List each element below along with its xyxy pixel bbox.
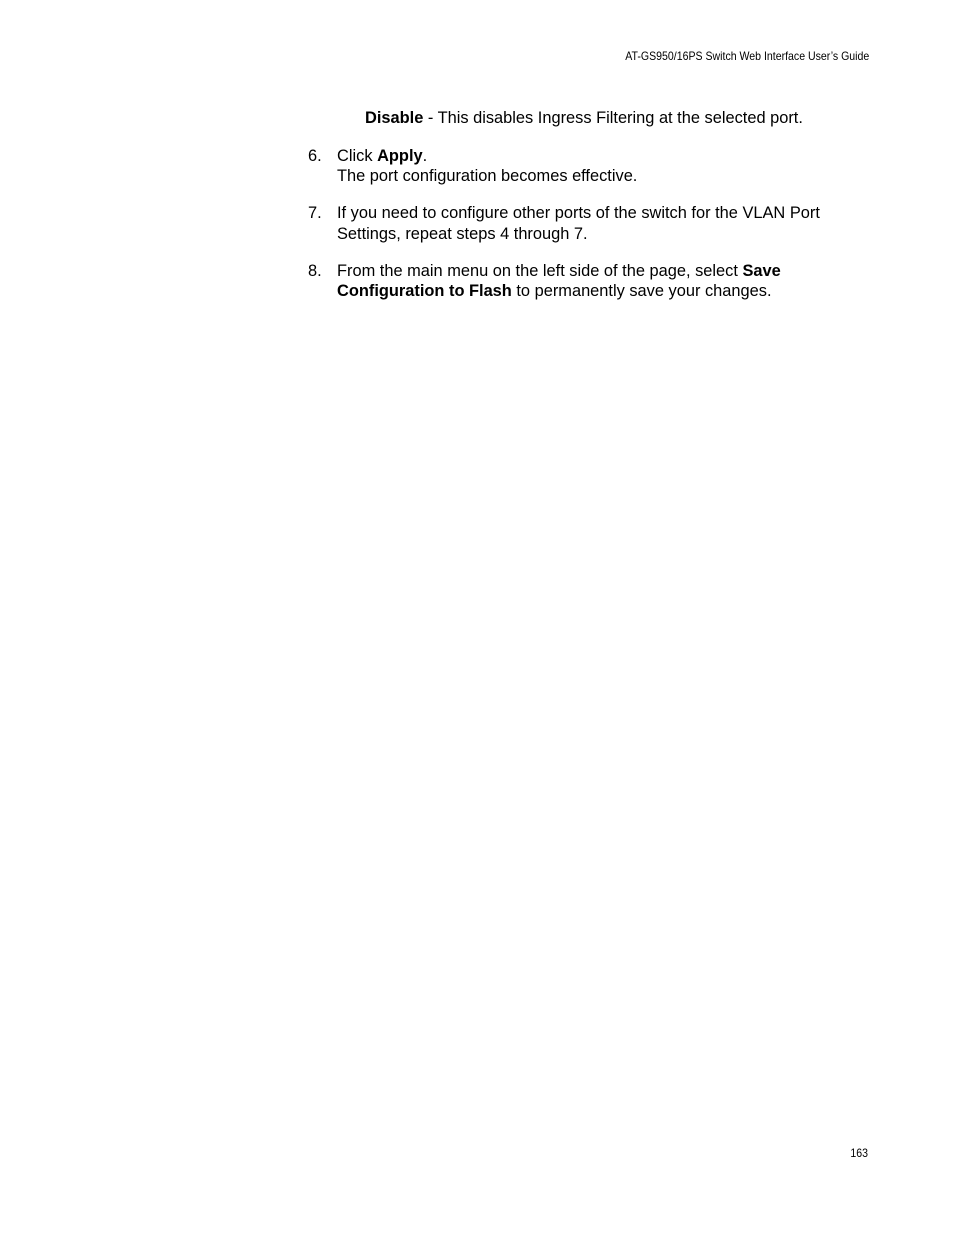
step-number: 6. [308,147,322,165]
page-number: 163 [850,1146,868,1160]
disable-option [365,108,803,128]
step-line [337,281,858,301]
disable-term: Disable [365,109,424,127]
step-line [337,261,858,281]
step-number: 7. [308,204,322,222]
step-text: . [422,147,428,165]
step-line: The port configuration becomes effective. [337,167,638,185]
running-header: AT-GS950/16PS Switch Web Interface User’s Guide [625,49,869,63]
configuration-to-flash-term: Configuration to Flash [337,282,512,300]
disable-description: - This disables Ingress Filtering at the selected port. [423,109,803,127]
step-body [337,261,858,301]
step-line [337,146,858,166]
step-body [337,146,858,186]
save-term: Save [742,262,781,280]
step-number: 8. [308,262,322,280]
step-6 [308,146,858,186]
step-8 [308,261,858,301]
apply-term: Apply [377,147,423,165]
step-line: If you need to configure other ports of the switch for the VLAN Port [337,204,820,222]
step-line: Settings, repeat steps 4 through 7. [337,225,588,243]
step-body [337,203,858,244]
step-7 [308,203,858,244]
step-text: From the main menu on the left side of the page, select [337,262,743,280]
step-text: Click [337,147,378,165]
step-text: to permanently save your changes. [511,282,772,300]
